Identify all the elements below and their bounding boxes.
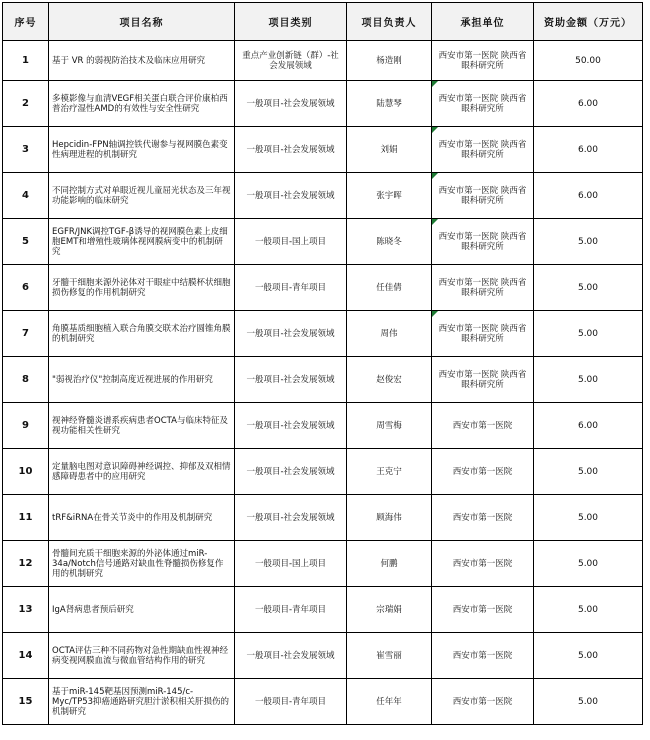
cell-project-leader[interactable] bbox=[347, 311, 432, 357]
comment-indicator-icon bbox=[432, 311, 438, 317]
cell-project-leader-text: 周伟 bbox=[380, 328, 398, 339]
cell-no-text: 4 bbox=[22, 189, 29, 201]
cell-project-leader[interactable] bbox=[347, 541, 432, 587]
cell-project-leader-text: 王克宁 bbox=[376, 466, 402, 477]
cell-no[interactable] bbox=[3, 357, 49, 403]
cell-undertaking-unit[interactable] bbox=[432, 541, 534, 587]
table-row bbox=[3, 541, 643, 587]
cell-funding-amount[interactable] bbox=[534, 81, 643, 127]
cell-no-text: 5 bbox=[22, 235, 29, 247]
cell-project-leader-text: 张宇晖 bbox=[376, 190, 402, 201]
table-row bbox=[3, 173, 643, 219]
cell-project-name[interactable] bbox=[49, 357, 235, 403]
cell-funding-amount[interactable] bbox=[534, 633, 643, 679]
cell-project-leader-text: 周雪梅 bbox=[376, 420, 402, 431]
cell-undertaking-unit[interactable] bbox=[432, 81, 534, 127]
cell-undertaking-unit-text: 西安市第一医院 bbox=[452, 650, 513, 661]
cell-project-leader[interactable] bbox=[347, 81, 432, 127]
cell-undertaking-unit[interactable] bbox=[432, 633, 534, 679]
cell-project-name-text: 角膜基质细胞植入联合角膜交联术治疗圆锥角膜的机制研究 bbox=[52, 323, 231, 344]
cell-no-text: 10 bbox=[18, 465, 33, 477]
cell-project-leader-text: 陈晓冬 bbox=[376, 236, 402, 247]
cell-project-type-text: 一般项目-社会发展领域 bbox=[246, 328, 335, 339]
cell-funding-amount[interactable] bbox=[534, 449, 643, 495]
cell-funding-amount-text: 5.00 bbox=[577, 558, 599, 569]
cell-project-type-text: 一般项目-社会发展领域 bbox=[246, 420, 335, 431]
cell-undertaking-unit-text: 西安市第一医院 bbox=[452, 512, 513, 523]
cell-no-text: 1 bbox=[22, 54, 29, 66]
cell-undertaking-unit-text: 西安市第一医院 bbox=[452, 558, 513, 569]
cell-project-type-text: 一般项目-青年项目 bbox=[254, 282, 327, 293]
cell-undertaking-unit-text: 西安市第一医院 bbox=[452, 604, 513, 615]
cell-project-name-text: 视神经脊髓炎谱系疾病患者OCTA与临床特征及视功能相关性研究 bbox=[52, 415, 228, 436]
cell-project-leader[interactable] bbox=[347, 679, 432, 725]
cell-project-type[interactable] bbox=[235, 587, 347, 633]
cell-project-leader[interactable] bbox=[347, 127, 432, 173]
cell-undertaking-unit[interactable] bbox=[432, 587, 534, 633]
cell-funding-amount[interactable] bbox=[534, 587, 643, 633]
cell-project-leader[interactable] bbox=[347, 219, 432, 265]
header-amount[interactable]: 资助金额（万元） bbox=[534, 3, 643, 41]
cell-project-type[interactable] bbox=[235, 265, 347, 311]
cell-project-leader[interactable] bbox=[347, 587, 432, 633]
cell-funding-amount[interactable] bbox=[534, 679, 643, 725]
cell-no[interactable] bbox=[3, 219, 49, 265]
cell-no-text: 11 bbox=[18, 511, 33, 523]
cell-funding-amount[interactable] bbox=[534, 403, 643, 449]
cell-project-type[interactable] bbox=[235, 357, 347, 403]
table-row bbox=[3, 587, 643, 633]
cell-project-leader-text: 杨造刚 bbox=[376, 55, 402, 66]
cell-undertaking-unit[interactable] bbox=[432, 127, 534, 173]
cell-project-type[interactable] bbox=[235, 81, 347, 127]
cell-undertaking-unit[interactable] bbox=[432, 265, 534, 311]
cell-no[interactable] bbox=[3, 633, 49, 679]
cell-project-type-text: 一般项目-社会发展领域 bbox=[246, 190, 335, 201]
cell-project-type-text: 一般项目-国上项目 bbox=[254, 236, 327, 247]
table-row bbox=[3, 633, 643, 679]
cell-project-type[interactable] bbox=[235, 219, 347, 265]
header-no[interactable]: 序号 bbox=[3, 3, 49, 41]
cell-undertaking-unit[interactable] bbox=[432, 173, 534, 219]
table-row bbox=[3, 41, 643, 81]
cell-undertaking-unit-text: 西安市第一医院 bbox=[452, 420, 513, 431]
cell-project-name[interactable] bbox=[49, 541, 235, 587]
cell-project-type-text: 一般项目-国上项目 bbox=[254, 558, 327, 569]
cell-funding-amount-text: 5.00 bbox=[577, 696, 599, 707]
cell-project-type-text: 一般项目-社会发展领域 bbox=[246, 650, 335, 661]
table-row bbox=[3, 679, 643, 725]
cell-no[interactable] bbox=[3, 449, 49, 495]
cell-funding-amount-text: 50.00 bbox=[575, 55, 601, 66]
cell-undertaking-unit-text: 西安市第一医院 bbox=[452, 696, 513, 707]
cell-project-name-text: tRF&iRNA在骨关节炎中的作用及机制研究 bbox=[52, 512, 213, 523]
cell-project-name[interactable] bbox=[49, 587, 235, 633]
cell-project-type[interactable] bbox=[235, 679, 347, 725]
cell-undertaking-unit-text: 西安市第一医院 陕西省眼科研究所 bbox=[438, 50, 527, 71]
cell-project-name-text: OCTA评估三种不同药物对急性期缺血性视神经病变视网膜血流与微血管结构作用的研究 bbox=[52, 645, 228, 666]
cell-project-leader[interactable] bbox=[347, 495, 432, 541]
cell-project-type[interactable] bbox=[235, 41, 347, 81]
cell-project-name[interactable] bbox=[49, 679, 235, 725]
cell-project-name[interactable] bbox=[49, 219, 235, 265]
cell-project-leader[interactable] bbox=[347, 173, 432, 219]
cell-undertaking-unit-text: 西安市第一医院 bbox=[452, 466, 513, 477]
cell-project-leader-text: 何鹏 bbox=[380, 558, 398, 569]
cell-project-leader[interactable] bbox=[347, 403, 432, 449]
cell-undertaking-unit-text: 西安市第一医院 陕西省眼科研究所 bbox=[438, 231, 527, 252]
cell-project-name[interactable] bbox=[49, 265, 235, 311]
table-row bbox=[3, 357, 643, 403]
cell-project-name[interactable] bbox=[49, 403, 235, 449]
cell-no[interactable] bbox=[3, 541, 49, 587]
cell-undertaking-unit[interactable] bbox=[432, 449, 534, 495]
table-body bbox=[3, 41, 643, 725]
cell-funding-amount-text: 6.00 bbox=[577, 144, 599, 155]
cell-funding-amount[interactable] bbox=[534, 173, 643, 219]
cell-no[interactable] bbox=[3, 311, 49, 357]
comment-indicator-icon bbox=[432, 81, 438, 87]
cell-no[interactable] bbox=[3, 265, 49, 311]
cell-project-type[interactable] bbox=[235, 403, 347, 449]
table-row bbox=[3, 495, 643, 541]
cell-project-type[interactable] bbox=[235, 311, 347, 357]
comment-indicator-icon bbox=[432, 127, 438, 133]
cell-project-type[interactable] bbox=[235, 449, 347, 495]
cell-no-text: 6 bbox=[22, 281, 29, 293]
cell-project-type-text: 一般项目-社会发展领域 bbox=[246, 98, 335, 109]
cell-funding-amount-text: 6.00 bbox=[577, 420, 599, 431]
cell-undertaking-unit-text: 西安市第一医院 陕西省眼科研究所 bbox=[438, 139, 527, 160]
cell-project-name-text: 基于 VR 的弱视防治技术及临床应用研究 bbox=[52, 55, 206, 66]
cell-project-name[interactable] bbox=[49, 127, 235, 173]
cell-funding-amount[interactable] bbox=[534, 311, 643, 357]
cell-project-name[interactable] bbox=[49, 633, 235, 679]
cell-project-name[interactable] bbox=[49, 81, 235, 127]
cell-funding-amount[interactable] bbox=[534, 219, 643, 265]
cell-project-name[interactable] bbox=[49, 449, 235, 495]
header-type[interactable]: 项目类别 bbox=[235, 3, 347, 41]
table-row bbox=[3, 81, 643, 127]
cell-project-type[interactable] bbox=[235, 173, 347, 219]
cell-no-text: 8 bbox=[22, 373, 29, 385]
cell-project-type-text: 一般项目-社会发展领域 bbox=[246, 466, 335, 477]
cell-project-type[interactable] bbox=[235, 541, 347, 587]
cell-funding-amount-text: 5.00 bbox=[577, 512, 599, 523]
cell-no-text: 7 bbox=[22, 327, 29, 339]
cell-project-name[interactable] bbox=[49, 41, 235, 81]
table-row bbox=[3, 219, 643, 265]
comment-indicator-icon bbox=[432, 173, 438, 179]
header-name[interactable]: 项目名称 bbox=[49, 3, 235, 41]
cell-funding-amount-text: 6.00 bbox=[577, 190, 599, 201]
cell-funding-amount-text: 5.00 bbox=[577, 282, 599, 293]
cell-no-text: 13 bbox=[18, 603, 33, 615]
cell-undertaking-unit[interactable] bbox=[432, 495, 534, 541]
cell-undertaking-unit[interactable] bbox=[432, 679, 534, 725]
cell-no[interactable] bbox=[3, 679, 49, 725]
cell-funding-amount-text: 5.00 bbox=[577, 604, 599, 615]
cell-undertaking-unit-text: 西安市第一医院 陕西省眼科研究所 bbox=[438, 369, 527, 390]
cell-no[interactable] bbox=[3, 41, 49, 81]
cell-project-name[interactable] bbox=[49, 173, 235, 219]
header-person[interactable]: 项目负责人 bbox=[347, 3, 432, 41]
table-row bbox=[3, 403, 643, 449]
table-row bbox=[3, 127, 643, 173]
cell-no[interactable] bbox=[3, 495, 49, 541]
cell-project-name-text: 骨髓间充质干细胞来源的外泌体通过miR-34a/Notch信号通路对缺血性脊髓损伤修复作用的机制研究 bbox=[52, 548, 224, 579]
cell-project-leader[interactable] bbox=[347, 265, 432, 311]
cell-no-text: 12 bbox=[18, 557, 33, 569]
cell-project-name-text: 定量脑电图对意识障碍神经调控、抑郁及双相情感障碍患者中的应用研究 bbox=[52, 461, 231, 482]
cell-project-leader-text: 刘娟 bbox=[380, 144, 398, 155]
cell-undertaking-unit[interactable] bbox=[432, 311, 534, 357]
cell-project-type-text: 一般项目-社会发展领域 bbox=[246, 512, 335, 523]
table-row bbox=[3, 311, 643, 357]
cell-funding-amount[interactable] bbox=[534, 41, 643, 81]
cell-project-leader-text: 任年年 bbox=[376, 696, 402, 707]
cell-project-type-text: 一般项目-青年项目 bbox=[254, 696, 327, 707]
cell-project-name-text: 不同控制方式对单眼近视儿童屈光状态及三年视功能影响的临床研究 bbox=[52, 185, 231, 206]
cell-no-text: 14 bbox=[18, 649, 33, 661]
cell-no[interactable] bbox=[3, 173, 49, 219]
cell-funding-amount[interactable] bbox=[534, 127, 643, 173]
cell-project-name-text: Hepcidin-FPN轴调控铁代谢参与视网膜色素变性病理进程的机制研究 bbox=[52, 139, 228, 160]
cell-undertaking-unit[interactable] bbox=[432, 41, 534, 81]
cell-undertaking-unit-text: 西安市第一医院 陕西省眼科研究所 bbox=[438, 277, 527, 298]
cell-project-name-text: 牙髓干细胞来源外泌体对干眼症中结膜杯状细胞损伤修复的作用机制研究 bbox=[52, 277, 231, 298]
cell-funding-amount-text: 6.00 bbox=[577, 98, 599, 109]
cell-funding-amount[interactable] bbox=[534, 357, 643, 403]
cell-undertaking-unit-text: 西安市第一医院 陕西省眼科研究所 bbox=[438, 93, 527, 114]
cell-no-text: 9 bbox=[22, 419, 29, 431]
cell-project-leader-text: 崔雪丽 bbox=[376, 650, 402, 661]
cell-undertaking-unit[interactable] bbox=[432, 219, 534, 265]
cell-project-leader-text: 赵俊宏 bbox=[376, 374, 402, 385]
cell-project-name-text: EGFR/JNK调控TGF-β诱导的视网膜色素上皮细胞EMT和增殖性玻璃体视网膜病变中的机制研究 bbox=[52, 226, 228, 257]
cell-funding-amount-text: 5.00 bbox=[577, 466, 599, 477]
cell-project-leader[interactable] bbox=[347, 633, 432, 679]
cell-undertaking-unit-text: 西安市第一医院 陕西省眼科研究所 bbox=[438, 185, 527, 206]
comment-indicator-icon bbox=[432, 219, 438, 225]
cell-project-leader[interactable] bbox=[347, 41, 432, 81]
cell-funding-amount[interactable] bbox=[534, 495, 643, 541]
table-row bbox=[3, 265, 643, 311]
cell-no-text: 15 bbox=[18, 695, 33, 707]
cell-funding-amount-text: 5.00 bbox=[577, 328, 599, 339]
table-row bbox=[3, 449, 643, 495]
cell-project-leader-text: 宗瑞娟 bbox=[376, 604, 402, 615]
cell-funding-amount-text: 5.00 bbox=[577, 374, 599, 385]
cell-undertaking-unit[interactable] bbox=[432, 403, 534, 449]
cell-project-type[interactable] bbox=[235, 633, 347, 679]
cell-project-leader-text: 任佳倩 bbox=[376, 282, 402, 293]
cell-project-name-text: 基于miR-145靶基因预测miR-145/c-Myc/TP53抑癌通路研究胆汁淤积相关肝损伤的机制研究 bbox=[52, 686, 230, 717]
cell-no[interactable] bbox=[3, 587, 49, 633]
cell-project-type[interactable] bbox=[235, 495, 347, 541]
cell-project-type-text: 一般项目-社会发展领域 bbox=[246, 374, 335, 385]
cell-funding-amount-text: 5.00 bbox=[577, 650, 599, 661]
cell-no[interactable] bbox=[3, 81, 49, 127]
header-row bbox=[3, 3, 643, 41]
cell-undertaking-unit[interactable] bbox=[432, 357, 534, 403]
cell-project-name-text: "弱视治疗仪"控制高度近视进展的作用研究 bbox=[52, 374, 213, 385]
project-table bbox=[2, 2, 643, 725]
cell-no[interactable] bbox=[3, 403, 49, 449]
cell-project-leader-text: 陆慧琴 bbox=[376, 98, 402, 109]
cell-project-leader[interactable] bbox=[347, 449, 432, 495]
cell-funding-amount[interactable] bbox=[534, 541, 643, 587]
cell-project-name[interactable] bbox=[49, 495, 235, 541]
cell-project-type-text: 重点产业创新链（群）-社会发展领域 bbox=[242, 50, 339, 71]
cell-no[interactable] bbox=[3, 127, 49, 173]
cell-funding-amount-text: 5.00 bbox=[577, 236, 599, 247]
header-unit[interactable]: 承担单位 bbox=[432, 3, 534, 41]
cell-no-text: 3 bbox=[22, 143, 29, 155]
cell-funding-amount[interactable] bbox=[534, 265, 643, 311]
cell-project-name[interactable] bbox=[49, 311, 235, 357]
cell-project-type-text: 一般项目-社会发展领域 bbox=[246, 144, 335, 155]
cell-project-name-text: 多模影像与血清VEGF相关蛋白联合评价康柏西普治疗湿性AMD的有效性与安全性研究 bbox=[52, 93, 228, 114]
cell-project-type[interactable] bbox=[235, 127, 347, 173]
cell-project-leader[interactable] bbox=[347, 357, 432, 403]
cell-project-name-text: IgA肾病患者预后研究 bbox=[52, 604, 134, 615]
cell-project-type-text: 一般项目-青年项目 bbox=[254, 604, 327, 615]
cell-project-leader-text: 顾海伟 bbox=[376, 512, 402, 523]
cell-undertaking-unit-text: 西安市第一医院 陕西省眼科研究所 bbox=[438, 323, 527, 344]
cell-no-text: 2 bbox=[22, 97, 29, 109]
